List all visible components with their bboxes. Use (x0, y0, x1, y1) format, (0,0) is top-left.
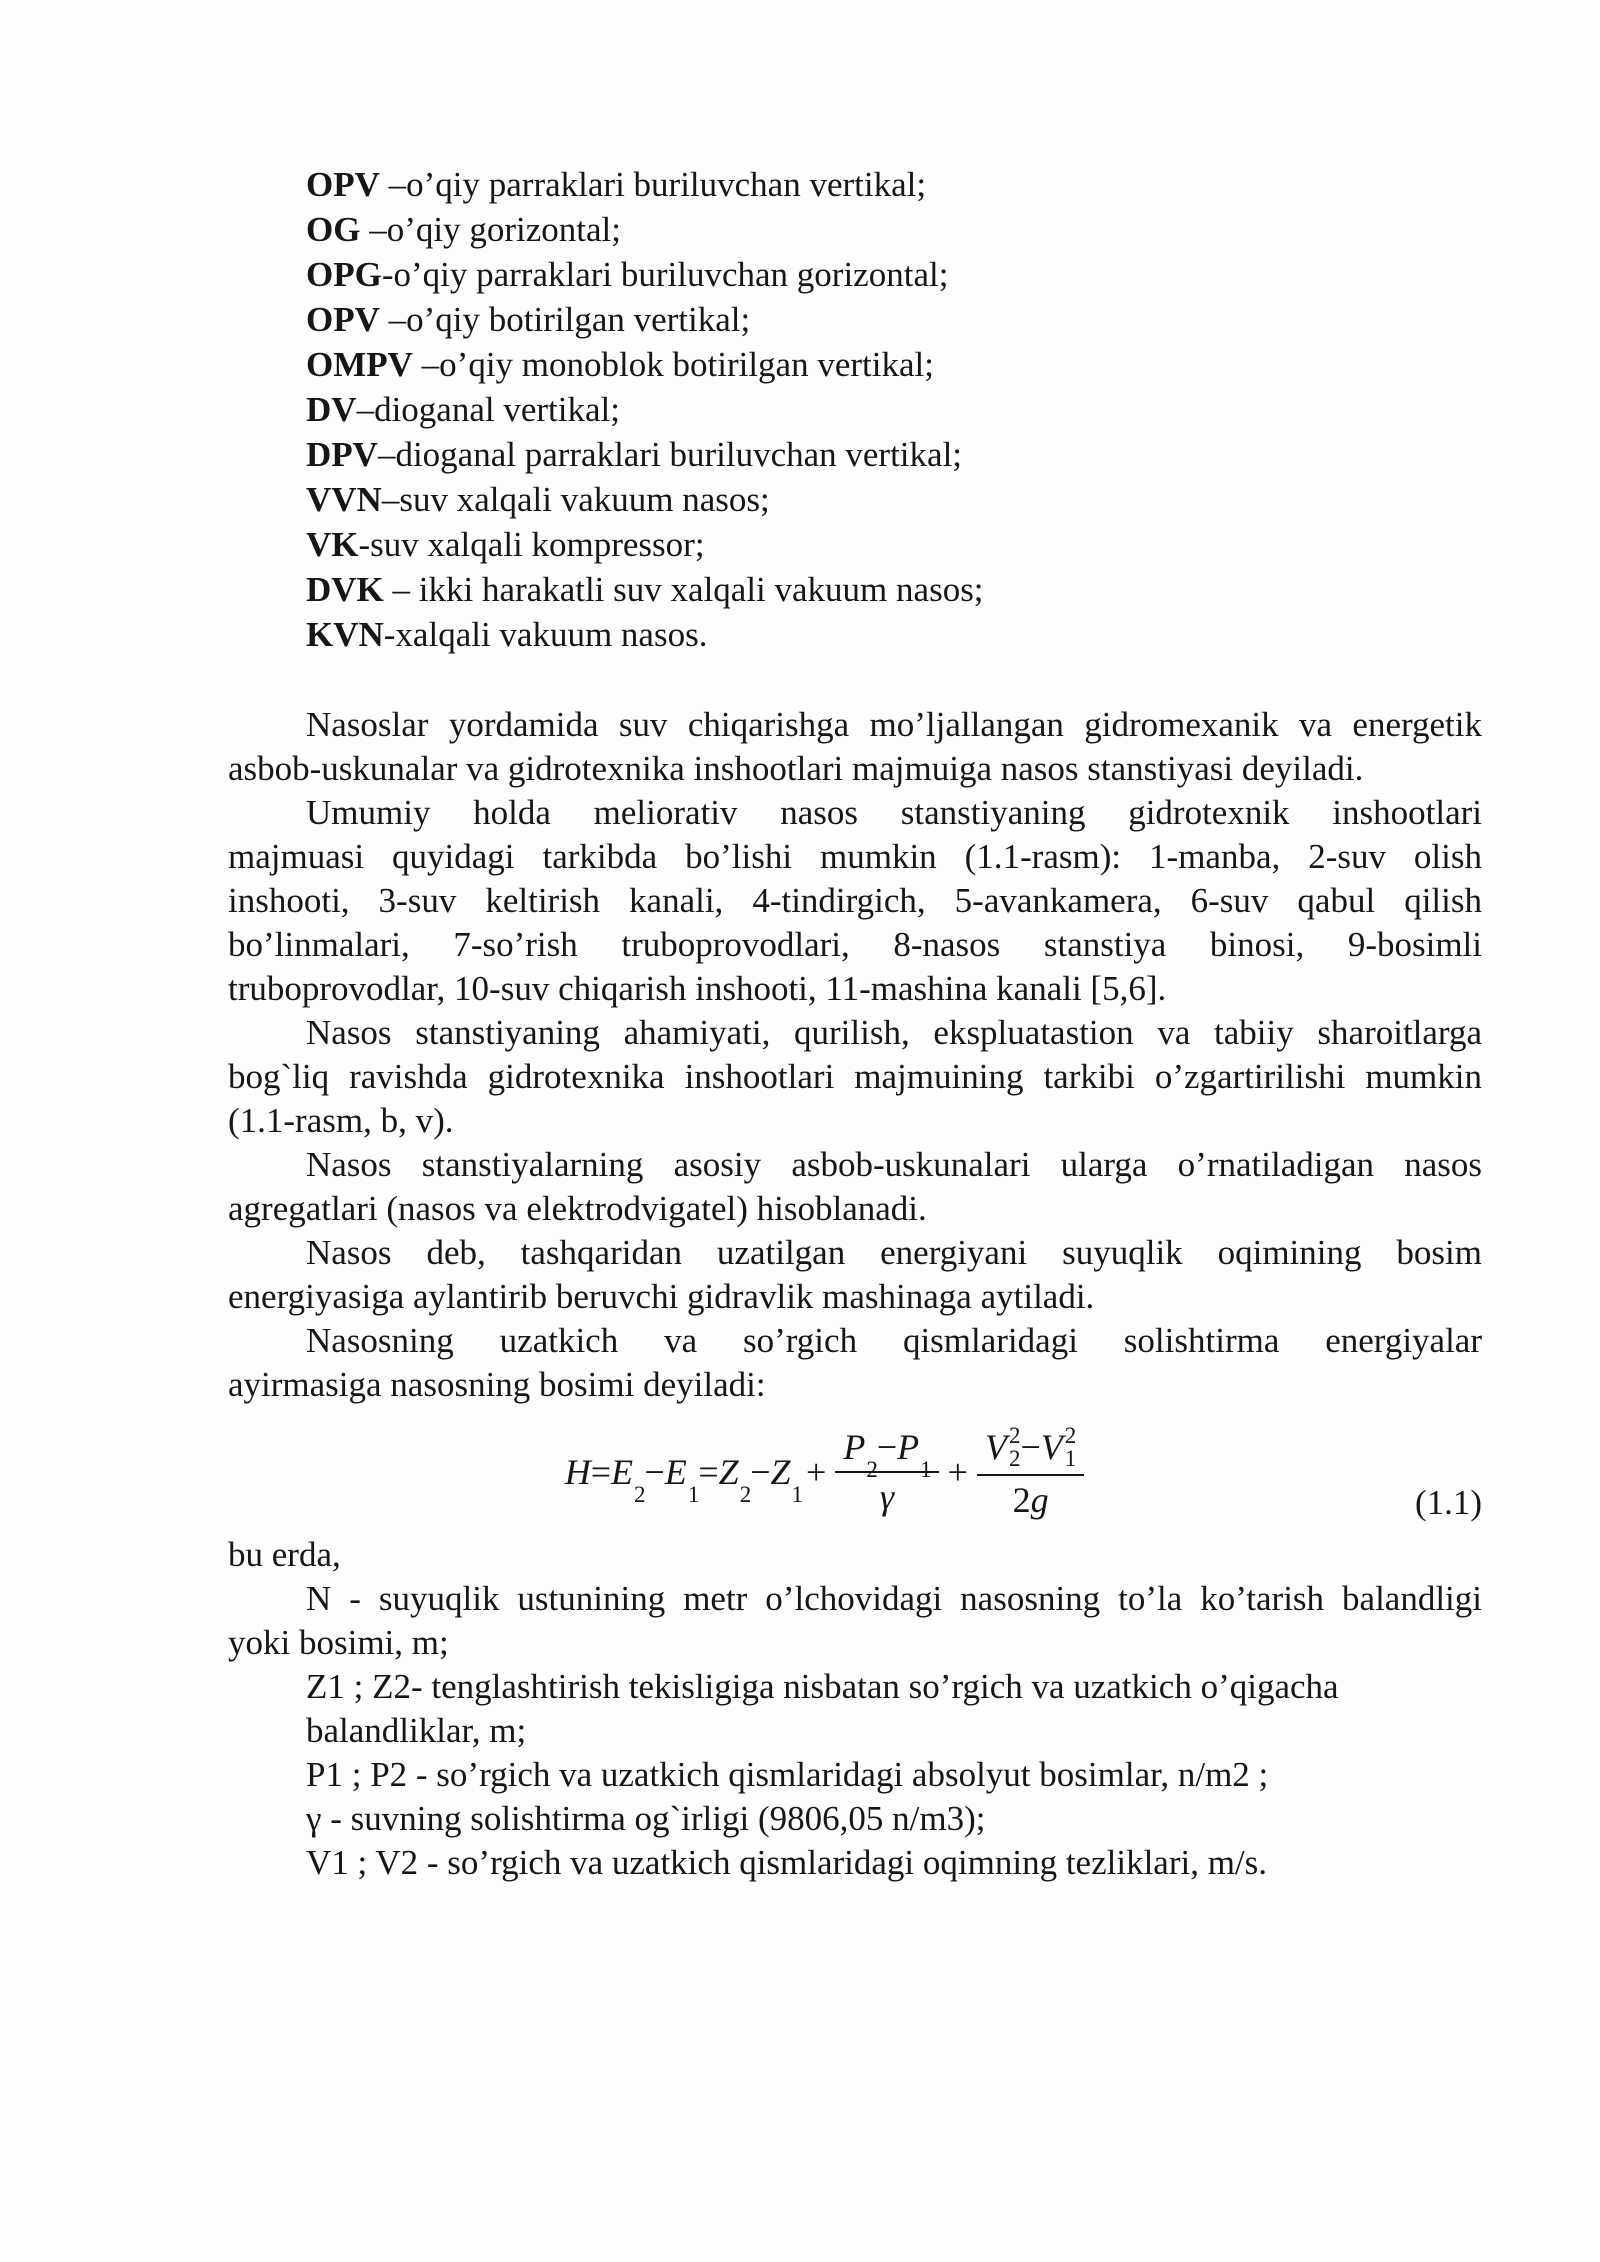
text-line: bog`liq ravishda gidrotexnika inshootlari majmuining tarkibi o’zgartirilishi mumkin (228, 1057, 1482, 1096)
text-line: Z1 ; Z2- tenglashtirish tekisligiga nisbatan so’rgich va uzatkich o’qigacha (306, 1667, 1339, 1706)
text-line: (1.1-rasm, b, v). (228, 1101, 454, 1140)
abbreviation-item (306, 162, 1482, 207)
var-E: E (664, 1452, 687, 1492)
superscript: 2 (1064, 1423, 1077, 1448)
abbreviation-term: OMPV (306, 345, 413, 384)
text-line: γ - suvning solishtirma og`irligi (9806,05 n/m3); (306, 1799, 986, 1838)
subscript: 1 (687, 1482, 700, 1508)
subscript: 2 (739, 1482, 752, 1508)
abbreviation-description: -o’qiy parraklari buriluvchan gorizontal; (381, 255, 949, 294)
equals-sign: = (590, 1452, 612, 1492)
fraction-velocity (977, 1424, 1084, 1520)
var-gamma: γ (879, 1477, 895, 1517)
superscript: 2 (1008, 1423, 1021, 1448)
abbreviation-item (306, 207, 1482, 252)
text-line: truboprovodlar, 10-suv chiqarish inshooti, 11-mashina kanali [5,6]. (228, 969, 1167, 1008)
text-line: balandliklar, m; (306, 1711, 527, 1750)
paragraph-ahamiyati (228, 1011, 1482, 1143)
abbreviation-item (306, 387, 1482, 432)
paragraph-asosiy (228, 1143, 1482, 1231)
definition-p (228, 1753, 1482, 1797)
abbreviation-term: DVK (306, 570, 384, 609)
var-V1-squared (1041, 1424, 1077, 1470)
abbreviation-item (306, 567, 1482, 612)
abbreviation-term: OG (306, 210, 361, 249)
abbreviation-term: KVN (306, 615, 384, 654)
equation-block (228, 1411, 1482, 1533)
abbreviation-description: –suv xalqali vakuum nasos; (381, 480, 770, 519)
text-line: N - suyuqlik ustunining metr o’lchovidagi nasosning to’la ko’tarish balandligi (306, 1579, 1482, 1618)
abbreviation-item (306, 342, 1482, 387)
abbreviation-description: -xalqali vakuum nasos. (383, 615, 708, 654)
equals-sign: = (698, 1452, 719, 1492)
var-g: g (1030, 1480, 1049, 1520)
fraction-numerator (977, 1424, 1084, 1476)
text-line: Nasoslar yordamida suv chiqarishga mo’ljallangan gidromexanik va energetik (306, 705, 1482, 744)
equation-left-side (564, 1451, 831, 1508)
body-text (228, 703, 1482, 1407)
fraction-pressure (835, 1427, 938, 1517)
text-line: Umumiy holda meliorativ nasos stanstiyaning gidrotexnik inshootlari (306, 793, 1482, 832)
fraction-denominator (880, 1473, 894, 1517)
text-line: Nasos stanstiyaning ahamiyati, qurilish, ekspluatastion va tabiiy sharoitlarga (306, 1013, 1482, 1052)
subscript: 1 (791, 1482, 804, 1508)
text-line: yoki bosimi, m; (228, 1623, 449, 1662)
paragraph-nasoslar (228, 703, 1482, 791)
abbreviation-list (228, 162, 1482, 657)
paragraph-umumiy (228, 791, 1482, 1011)
equation-number: (1.1) (1414, 1483, 1482, 1522)
subscript: 2 (866, 1457, 878, 1483)
minus-sign: − (750, 1452, 771, 1492)
var-V: V (984, 1427, 1007, 1467)
plus-sign: + (947, 1452, 968, 1492)
text-line: P1 ; P2 - so’rgich va uzatkich qismlaridagi absolyut bosimlar, n/m2 ; (306, 1755, 1269, 1794)
var-Z: Z (718, 1452, 739, 1492)
minus-sign: − (1020, 1427, 1041, 1467)
minus-sign: − (876, 1427, 898, 1467)
equation-body (200, 1411, 1454, 1533)
abbreviation-description: –dioganal vertikal; (356, 390, 620, 429)
text-line: Nasosning uzatkich va so’rgich qismlaridagi solishtirma energiyalar (306, 1321, 1482, 1360)
paragraph-nasosning (228, 1319, 1482, 1407)
text-line: agregatlari (nasos va elektrodvigatel) hisoblanadi. (228, 1189, 927, 1228)
abbreviation-term: OPG (306, 255, 382, 294)
abbreviation-description: –o’qiy monoblok botirilgan vertikal; (412, 345, 934, 384)
definition-v (228, 1841, 1482, 1885)
abbreviation-item (306, 297, 1482, 342)
abbreviation-item (306, 477, 1482, 522)
abbreviation-item (306, 432, 1482, 477)
subscript: 1 (920, 1457, 932, 1483)
var-V2-squared (985, 1424, 1021, 1470)
abbreviation-term: VK (306, 525, 359, 564)
definition-z (228, 1665, 1482, 1753)
text-line: V1 ; V2 - so’rgich va uzatkich qismlaridagi oqimning tezliklari, m/s. (306, 1843, 1268, 1882)
abbreviation-item (306, 612, 1482, 657)
abbreviation-item (306, 252, 1482, 297)
paragraph-nasos-deb (228, 1231, 1482, 1319)
text-line: majmuasi quyidagi tarkibda bo’lishi mumkin (1.1-rasm): 1-manba, 2-suv olish (228, 837, 1482, 876)
text-line: energiyasiga aylantirib beruvchi gidravlik mashinaga aytiladi. (228, 1277, 1095, 1316)
abbreviation-description: –o’qiy gorizontal; (360, 210, 621, 249)
var-Z: Z (770, 1452, 791, 1492)
abbreviation-term: OPV (306, 165, 380, 204)
minus-sign: − (644, 1452, 665, 1492)
definition-gamma (228, 1797, 1482, 1841)
var-P: P (897, 1427, 920, 1467)
text-line: inshooti, 3-suv keltirish kanali, 4-tindirgich, 5-avankamera, 6-suv qabul qilish (228, 881, 1482, 920)
fraction-numerator (835, 1427, 938, 1483)
abbreviation-term: DPV (306, 435, 378, 474)
definition-list (228, 1577, 1482, 1885)
abbreviation-term: OPV (306, 300, 380, 339)
subscript: 1 (1064, 1446, 1077, 1471)
fraction-denominator (1013, 1476, 1049, 1520)
abbreviation-description: –o’qiy botirilgan vertikal; (379, 300, 751, 339)
abbreviation-description: – ikki harakatli suv xalqali vakuum nasos; (383, 570, 984, 609)
text-line: bo’linmalari, 7-so’rish truboprovodlari, 8-nasos stanstiya binosi, 9-bosimli (228, 925, 1482, 964)
abbreviation-term: DV (306, 390, 357, 429)
abbreviation-description: –o’qiy parraklari buriluvchan vertikal; (379, 165, 927, 204)
abbreviation-item (306, 522, 1482, 567)
text-line: Nasos stanstiyalarning asosiy asbob-uskunalari ularga o’rnatiladigan nasos (306, 1145, 1482, 1184)
abbreviation-description: -suv xalqali kompressor; (358, 525, 705, 564)
page-content (228, 162, 1482, 1885)
subscript: 2 (634, 1482, 646, 1508)
text-line: ayirmasiga nasosning bosimi deyiladi: (228, 1365, 766, 1404)
var-E: E (611, 1452, 634, 1492)
var-H: H (564, 1452, 591, 1492)
abbreviation-term: VVN (306, 480, 382, 519)
subscript: 2 (1008, 1446, 1021, 1471)
text-line: Nasos deb, tashqaridan uzatilgan energiyani suyuqlik oqimining bosim (306, 1233, 1482, 1272)
definition-n (228, 1577, 1482, 1665)
abbreviation-description: –dioganal parraklari buriluvchan vertikal; (377, 435, 963, 474)
var-P: P (843, 1427, 866, 1467)
bu-erda-line (228, 1533, 1482, 1577)
var-V: V (1040, 1427, 1063, 1467)
text-line: asbob-uskunalar va gidrotexnika inshootlari majmuiga nasos stanstiyasi deyiladi. (228, 749, 1364, 788)
text-line: bu erda, (228, 1535, 341, 1574)
vertical-spacer (228, 657, 1482, 703)
plus-sign: + (806, 1452, 827, 1492)
coefficient-2: 2 (1012, 1480, 1031, 1520)
